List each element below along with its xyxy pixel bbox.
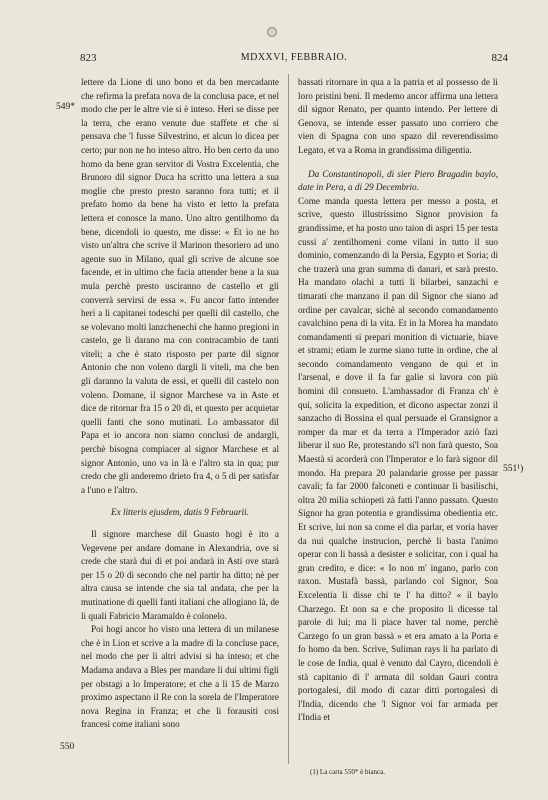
page-number-right: 824 (491, 52, 508, 64)
left-section-heading: Ex litteris ejusdem, datis 9 Februarii. (110, 507, 250, 518)
binding-hole (267, 27, 277, 37)
margin-note-549: 549* (56, 102, 75, 112)
left-paragraph-3: Poi hogi ancor ho visto una lettera di un milanese che è in Lion et scrive a la madre di la concluse pace, nel modo che per li altri advisi si ha inteso; et che Madama andava a Bles per mandare li dui ultimi figli per obstagi a lo Imperatore; et che a li 15 de Marzo proximo aspectano il Re con la sorela de l'Imperatore nova Regina in Franza; et che li forausiti così francesi come italiani sono (81, 624, 279, 730)
footnote: (1) La carta 550* è bianca. (310, 768, 386, 776)
page-number-left: 823 (80, 52, 97, 64)
right-column (298, 76, 498, 725)
right-paragraph-1: bassati ritornare in qua a la patria et al possesso de li loro pristini beni. Il medemo ancor affirma una lettera dil signor Renato, per quanto intendo. Per lettere di Genova, se intende esser passato uno corriero che vien di Spagna con uno spazo dil reverendissimo Legato, et va a Roma in grandissima diligentia. (298, 77, 498, 155)
left-column (81, 76, 279, 732)
column-divider (288, 74, 289, 764)
page-header (80, 52, 508, 66)
running-title: MDXXVI, FEBBRAIO. (240, 52, 348, 63)
margin-note-550: 550 (60, 742, 75, 752)
left-paragraph-2: Il signore marchese dil Guasto hogi è ito a Vegevene per andare domane in Alexandria, ove si crede che starà dui di et poi andarà in Asti ove starà per 15 o 20 dì secondo che nel partir ha ditto; nè per altra causa se intende che sia tal andata, che per la mutinatione di quelli fanti italiani che allogiano là, de li quali Fabricio Maramaldo è colonelo. (81, 529, 279, 621)
left-paragraph-1: lettere da Lione di uno bono et da ben mercadante che refirma la prefata nova de la conclusa pace, et nel modo che per le altre vie si è inteso. Heri se disse per la terra, che erano venute due staffete et che si pensava che 'l fusse Silvestrino, et alcun lo dicea per certo; pur non ne ho inteso altro. Ho ben certo da uno homo da bene gran servitor di Vostra Excelentia, che Brunoro dil signor Duca ha scritto una lettera a sua moglie che presto presto saranno fora tutti; et il prefato homo da bene ha visto et letto la prefata lettera et conosce la mano. Uno altro gentilhomo da bene, dicendoli io questo, me disse: « Et io ne ho visto un'altra che scrive il Marinon thesoriero ad uno agente suo in Milano, qual gli scrive de alcune soe facende, et in ultimo che facia attender bene a la sua mula perchè presto usciranno de castello et gli converrà servirsi de essa ». Fu ancor fatto intender heri a li capitanei todeschi per quelli dil castello, che se volevano molti lanzchenechi che hanno pregioni in castelo, ge li darano ma con contracambio de tanti viteli; a che è stato risposto per parte dil signor Antonio che non voleno dargli li viteli, ma che ben gli daranno la valuta de essi, et quelli dil castelo non voleno. Domane, il signor Marchese va in Aste et dice de ritornar fra 15 o 20 di, et questo per acquietar quelli fanti che sono mutinati. Lo ambassator dil Papa et io ancora non siamo conclusi de andargli, perchè bisogna compiacer al signor Marchese et al signor Antonio, uno va in là e l'altro sta in qua; pur credo che gli anderemo drieto fra 4, o 5 di per satisfar a l'uno e l'altro. (81, 77, 279, 495)
margin-note-551: 551¹) (503, 464, 524, 474)
right-section-heading: Da Constantinopoli, di sier Piero Bragadin baylo, date in Pera, a di 29 Decembrio. (298, 168, 498, 193)
right-paragraph-2: Come manda questa lettera per messo a posta, et scrive, questo illustrissimo Signor provision fa grandissime, et ha posto uno taion di aspri 15 per testa cussì a' zentilhomeni come vilani in tutto il suo dominio, comenzando di la Persia, Egypto et Soria; di che trazerà una gran summa di danari, et sarà presto. Ha mandato olachi a tutti li bilarbei, sanzachi e timarati che manzano il pan dil Signor che siano ad ordine per cavalcar, sichè al secondo comandamento cavalchino pena di la vita. Et in la Morea ha mandato comandamenti si prepari monition di victuarie, biave et strami; etiam le zurme siano tutte in ordine, che al secondo comandamento vengano de qui et in l'arsenal, e dove il fa far galie si lavora con più homini dil consueto. L'ambassador di Franza ch' è qui, solicita la expedition, et dicono aspectar zonzi il sanzacho di Bossina el qual persuade el Gransignor a romper da mar et da terra a l'Imperador aziò fazi liberar il suo Re, protestando si'l non farà questo, Soa Maestà si acorderà con l'Imperator e lo farà signor dil mondo. Ha prepara 20 palandarie grosse per passar cavali; fa far 2000 falconeti e continuar li basilischi, oltra 20 milia schiopeti zà fatti l'anno passato. Questo Signor ha gran potentia e grandissima obedientia etc. Et scrive, lui non sa come el dia parlar, et voria haver da nui qualche instrucion, perchè li basta l'animo operar con li bassà a desister e solicitar, con i qual ha gran credito, e dice: « Io non m' ingano, parlo con raxon. Mustafà bassà, parlando col Signor, Soa Excelentia li disse chi te l' ha ditto? « il baylo Charzego. Et non sa e che proposito li dicesse tal parole di lui; ma li piace haver tal nome, perchè Carzego fo un gran bassà » et era amato a la Porta e fo homo da ben. Scrive, Suliman rays li ha parlato di le cose de India, qual è venuto dal Cayro, dicendoli è stà capitanio di l' armata dil soldan Gauri contra portogalesi, dil modo di cazar ditti portogalesi di l'India, dicendo che 'l Signor voi far armada per l'India et (298, 195, 498, 723)
